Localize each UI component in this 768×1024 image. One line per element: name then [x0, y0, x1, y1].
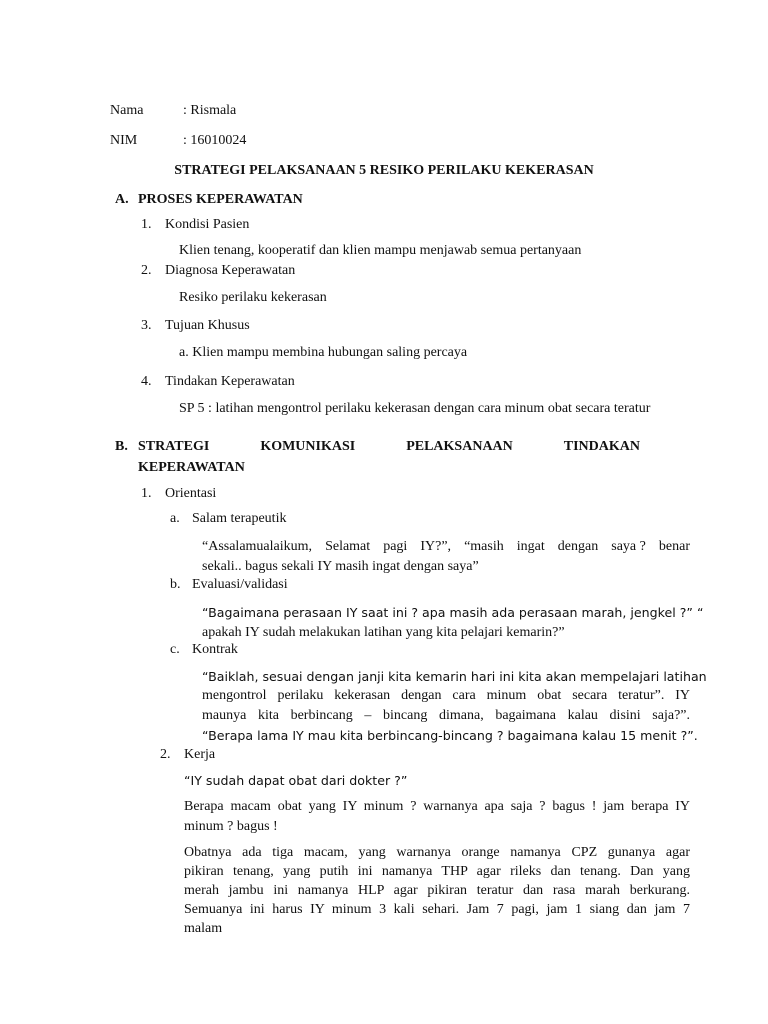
kerja-paragraph1-line2: minum ? bagus ! — [184, 819, 278, 834]
salam-quote-line2: sekali.. bagus sekali IY masih ingat dengan saya” — [202, 559, 479, 574]
kerja-label: Kerja — [184, 747, 216, 762]
sub-item-letter: c. — [170, 642, 180, 657]
evaluasi-quote-line2: apakah IY sudah melakukan latihan yang kita pelajari kemarin?” — [202, 625, 565, 640]
salam-word: “Assalamualaikum, — [202, 539, 313, 554]
salam-word: ingat — [516, 539, 545, 554]
section-b-heading — [138, 437, 640, 457]
evaluasi-label: Evaluasi/validasi — [192, 577, 288, 592]
item-label: Kondisi Pasien — [165, 217, 250, 232]
sub-item-letter: a. — [170, 511, 180, 526]
kontrak-label: Kontrak — [192, 642, 238, 657]
orientasi-label: Orientasi — [165, 486, 217, 501]
item-number: 2. — [141, 263, 152, 278]
item-content: Klien tenang, kooperatif dan klien mampu menjawab semua pertanyaan — [179, 243, 582, 258]
salam-word: “masih — [464, 539, 504, 554]
kerja-paragraph2-line: pikiran tenang, yang putih ini namanya THP agar rileks dan tenang. Dan yang — [184, 864, 690, 879]
orientasi-number: 1. — [141, 486, 152, 501]
section-b-heading-line2: KEPERAWATAN — [138, 460, 245, 475]
item-label: Tujuan Khusus — [165, 318, 250, 333]
kontrak-quote-line4: “Berapa lama IY mau kita berbincang-bincang ? bagaimana kalau 15 menit ?”. — [202, 728, 698, 743]
item-label: Tindakan Keperawatan — [165, 374, 295, 389]
kontrak-quote-line2: mengontrol perilaku kekerasan dengan cara minum obat secara teratur”. IY — [202, 688, 690, 703]
item-number: 4. — [141, 374, 152, 389]
heading-word: KOMUNIKASI — [260, 439, 356, 454]
name-value: : Rismala — [183, 103, 237, 118]
item-content: Resiko perilaku kekerasan — [179, 290, 327, 305]
heading-word: TINDAKAN — [563, 439, 640, 454]
nim-label: NIM — [110, 133, 138, 148]
section-a-marker: A. — [115, 192, 129, 207]
salam-word: pagi — [383, 539, 408, 554]
kerja-number: 2. — [160, 747, 171, 762]
item-number: 3. — [141, 318, 152, 333]
salam-quote-line1 — [202, 537, 690, 557]
item-content: SP 5 : latihan mengontrol perilaku kekerasan dengan cara minum obat secara teratur — [179, 401, 651, 416]
salam-word: saya ? — [611, 539, 646, 554]
salam-word: Selamat — [325, 539, 371, 554]
salam-word: benar — [658, 539, 690, 554]
heading-word: PELAKSANAAN — [406, 439, 513, 454]
item-number: 1. — [141, 217, 152, 232]
nim-value: : 16010024 — [183, 133, 247, 148]
kontrak-quote-line3: maunya kita berbincang – bincang dimana, bagaimana kalau disini saja?”. — [202, 708, 690, 723]
evaluasi-quote-line1: “Bagaimana perasaan IY saat ini ? apa masih ada perasaan marah, jengkel ?” “ — [202, 605, 704, 620]
section-a-heading: PROSES KEPERAWATAN — [138, 192, 303, 207]
kerja-paragraph2-line: merah jambu ini namanya HLP agar pikiran teratur dan rasa marah berkurang. — [184, 883, 690, 898]
kerja-paragraph2-last-line: malam — [184, 921, 223, 936]
name-label: Nama — [110, 103, 144, 118]
salam-word: IY?”, — [420, 539, 452, 554]
item-label: Diagnosa Keperawatan — [165, 263, 296, 278]
salam-word: dengan — [557, 539, 599, 554]
kontrak-quote-line1: “Baiklah, sesuai dengan janji kita kemarin hari ini kita akan mempelajari latihan — [202, 669, 707, 684]
salam-label: Salam terapeutik — [192, 511, 287, 526]
document-title: STRATEGI PELAKSANAAN 5 RESIKO PERILAKU KEKERASAN — [174, 163, 594, 178]
kerja-paragraph2-line: Obatnya ada tiga macam, yang warnanya orange namanya CPZ gunanya agar — [184, 845, 690, 860]
sub-item-letter: b. — [170, 577, 181, 592]
item-content: a. Klien mampu membina hubungan saling percaya — [179, 345, 468, 360]
kerja-paragraph2-line: Semuanya ini harus IY minum 3 kali sehari. Jam 7 pagi, jam 1 siang dan jam 7 — [184, 902, 690, 917]
heading-word: STRATEGI — [138, 439, 210, 454]
kerja-quote: “IY sudah dapat obat dari dokter ?” — [184, 773, 408, 788]
section-b-marker: B. — [115, 439, 128, 454]
kerja-paragraph1-line1: Berapa macam obat yang IY minum ? warnanya apa saja ? bagus ! jam berapa IY — [184, 799, 690, 814]
